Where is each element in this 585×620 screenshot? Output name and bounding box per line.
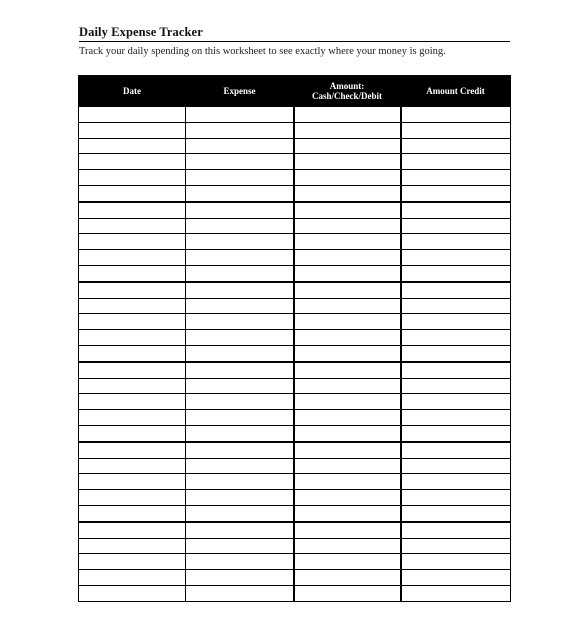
expense-cell[interactable] (186, 202, 294, 218)
table-row (79, 218, 511, 234)
header-amount-sublabel: Cash/Check/Debit (311, 91, 382, 101)
amount-cash-cell[interactable] (294, 202, 401, 218)
expense-cell[interactable] (186, 282, 294, 298)
table-row (79, 122, 511, 138)
expense-cell[interactable] (186, 505, 294, 521)
amount-credit-cell[interactable] (401, 585, 511, 601)
amount-credit-cell[interactable] (401, 538, 511, 554)
amount-credit-cell[interactable] (401, 202, 511, 218)
amount-credit-cell[interactable] (401, 314, 511, 330)
amount-cash-cell[interactable] (294, 330, 401, 346)
amount-credit-cell[interactable] (401, 185, 511, 201)
amount-credit-cell[interactable] (401, 138, 511, 154)
table-row (79, 154, 511, 170)
amount-credit-cell[interactable] (401, 570, 511, 586)
expense-cell[interactable] (186, 234, 294, 250)
expense-cell[interactable] (186, 107, 294, 123)
expense-cell[interactable] (186, 362, 294, 378)
amount-cash-cell[interactable] (294, 585, 401, 601)
amount-cash-cell[interactable] (294, 442, 401, 458)
date-cell[interactable] (79, 394, 186, 410)
expense-cell[interactable] (186, 345, 294, 361)
date-cell[interactable] (79, 314, 186, 330)
amount-cash-cell[interactable] (294, 474, 401, 490)
amount-credit-cell[interactable] (401, 554, 511, 570)
amount-credit-cell[interactable] (401, 362, 511, 378)
date-cell[interactable] (79, 585, 186, 601)
amount-credit-cell[interactable] (401, 425, 511, 441)
table-row (79, 345, 511, 361)
amount-credit-cell[interactable] (401, 298, 511, 314)
header-amount-label: Amount: (329, 81, 365, 91)
date-cell[interactable] (79, 234, 186, 250)
expense-cell[interactable] (186, 394, 294, 410)
table-row (79, 185, 511, 201)
table-row (79, 394, 511, 410)
expense-cell[interactable] (186, 410, 294, 426)
expense-cell[interactable] (186, 154, 294, 170)
amount-cash-cell[interactable] (294, 425, 401, 441)
amount-credit-cell[interactable] (401, 490, 511, 506)
page-subtitle: Track your daily spending on this worksheet to see exactly where your money is going. (79, 46, 446, 57)
amount-cash-cell[interactable] (294, 122, 401, 138)
header-amount-cash (294, 76, 401, 107)
date-cell[interactable] (79, 505, 186, 521)
amount-credit-cell[interactable] (401, 107, 511, 123)
amount-credit-cell[interactable] (401, 378, 511, 394)
amount-credit-cell[interactable] (401, 218, 511, 234)
date-cell[interactable] (79, 378, 186, 394)
table-row (79, 170, 511, 186)
date-cell[interactable] (79, 107, 186, 123)
amount-cash-cell[interactable] (294, 505, 401, 521)
table-row (79, 107, 511, 123)
table-row (79, 585, 511, 601)
table-row (79, 362, 511, 378)
amount-cash-cell[interactable] (294, 490, 401, 506)
expense-cell[interactable] (186, 378, 294, 394)
page-title: Daily Expense Tracker (79, 25, 203, 39)
header-amount-credit-label: Amount Credit (426, 86, 485, 96)
amount-cash-cell[interactable] (294, 185, 401, 201)
header-row (79, 76, 511, 107)
amount-credit-cell[interactable] (401, 474, 511, 490)
table-row (79, 250, 511, 266)
amount-cash-cell[interactable] (294, 107, 401, 123)
header-amount-credit (401, 76, 511, 107)
amount-cash-cell[interactable] (294, 234, 401, 250)
amount-cash-cell[interactable] (294, 378, 401, 394)
date-cell[interactable] (79, 185, 186, 201)
expense-cell[interactable] (186, 474, 294, 490)
amount-cash-cell[interactable] (294, 298, 401, 314)
table-row (79, 138, 511, 154)
header-expense-label: Expense (223, 86, 256, 96)
date-cell[interactable] (79, 138, 186, 154)
date-cell[interactable] (79, 538, 186, 554)
table-row (79, 458, 511, 474)
expense-cell[interactable] (186, 490, 294, 506)
table-row (79, 505, 511, 521)
title-rule (79, 41, 510, 42)
table-row (79, 554, 511, 570)
amount-credit-cell[interactable] (401, 282, 511, 298)
amount-credit-cell[interactable] (401, 265, 511, 281)
expense-cell[interactable] (186, 585, 294, 601)
table-row (79, 538, 511, 554)
amount-credit-cell[interactable] (401, 345, 511, 361)
expense-cell[interactable] (186, 298, 294, 314)
table-row (79, 410, 511, 426)
amount-cash-cell[interactable] (294, 538, 401, 554)
amount-credit-cell[interactable] (401, 522, 511, 538)
header-date (79, 76, 186, 107)
amount-credit-cell[interactable] (401, 154, 511, 170)
date-cell[interactable] (79, 330, 186, 346)
expense-cell[interactable] (186, 218, 294, 234)
expense-cell[interactable] (186, 122, 294, 138)
expense-cell[interactable] (186, 442, 294, 458)
table-row (79, 522, 511, 538)
amount-cash-cell[interactable] (294, 570, 401, 586)
table-row (79, 202, 511, 218)
table-row (79, 570, 511, 586)
table-row (79, 378, 511, 394)
expense-cell[interactable] (186, 314, 294, 330)
date-cell[interactable] (79, 265, 186, 281)
amount-cash-cell[interactable] (294, 394, 401, 410)
amount-cash-cell[interactable] (294, 154, 401, 170)
table-header (79, 76, 511, 107)
expense-cell[interactable] (186, 458, 294, 474)
table-row (79, 298, 511, 314)
date-cell[interactable] (79, 298, 186, 314)
amount-credit-cell[interactable] (401, 122, 511, 138)
amount-cash-cell[interactable] (294, 554, 401, 570)
date-cell[interactable] (79, 282, 186, 298)
amount-cash-cell[interactable] (294, 138, 401, 154)
amount-credit-cell[interactable] (401, 505, 511, 521)
amount-cash-cell[interactable] (294, 250, 401, 266)
table-body (79, 107, 511, 602)
date-cell[interactable] (79, 154, 186, 170)
expense-cell[interactable] (186, 170, 294, 186)
date-cell[interactable] (79, 554, 186, 570)
amount-cash-cell[interactable] (294, 265, 401, 281)
amount-credit-cell[interactable] (401, 458, 511, 474)
date-cell[interactable] (79, 250, 186, 266)
amount-credit-cell[interactable] (401, 250, 511, 266)
date-cell[interactable] (79, 425, 186, 441)
amount-credit-cell[interactable] (401, 410, 511, 426)
amount-cash-cell[interactable] (294, 218, 401, 234)
expense-cell[interactable] (186, 330, 294, 346)
expense-cell[interactable] (186, 138, 294, 154)
table-row (79, 330, 511, 346)
amount-cash-cell[interactable] (294, 522, 401, 538)
expense-table (78, 75, 511, 602)
date-cell[interactable] (79, 458, 186, 474)
amount-cash-cell[interactable] (294, 282, 401, 298)
table-row (79, 490, 511, 506)
amount-cash-cell[interactable] (294, 458, 401, 474)
expense-cell[interactable] (186, 554, 294, 570)
table-row (79, 314, 511, 330)
date-cell[interactable] (79, 362, 186, 378)
expense-cell[interactable] (186, 570, 294, 586)
amount-credit-cell[interactable] (401, 442, 511, 458)
date-cell[interactable] (79, 490, 186, 506)
table-row (79, 234, 511, 250)
amount-credit-cell[interactable] (401, 170, 511, 186)
header-date-label: Date (123, 86, 141, 96)
amount-credit-cell[interactable] (401, 394, 511, 410)
table-row (79, 474, 511, 490)
expense-cell[interactable] (186, 522, 294, 538)
date-cell[interactable] (79, 170, 186, 186)
expense-cell[interactable] (186, 185, 294, 201)
amount-credit-cell[interactable] (401, 234, 511, 250)
date-cell[interactable] (79, 442, 186, 458)
header-expense (186, 76, 294, 107)
amount-cash-cell[interactable] (294, 314, 401, 330)
expense-cell[interactable] (186, 425, 294, 441)
date-cell[interactable] (79, 522, 186, 538)
expense-cell[interactable] (186, 538, 294, 554)
date-cell[interactable] (79, 474, 186, 490)
expense-cell[interactable] (186, 265, 294, 281)
table-row (79, 282, 511, 298)
date-cell[interactable] (79, 570, 186, 586)
table-row (79, 442, 511, 458)
date-cell[interactable] (79, 218, 186, 234)
date-cell[interactable] (79, 345, 186, 361)
date-cell[interactable] (79, 410, 186, 426)
amount-cash-cell[interactable] (294, 345, 401, 361)
amount-cash-cell[interactable] (294, 410, 401, 426)
amount-credit-cell[interactable] (401, 330, 511, 346)
date-cell[interactable] (79, 122, 186, 138)
table-row (79, 265, 511, 281)
amount-cash-cell[interactable] (294, 170, 401, 186)
expense-cell[interactable] (186, 250, 294, 266)
date-cell[interactable] (79, 202, 186, 218)
amount-cash-cell[interactable] (294, 362, 401, 378)
table-row (79, 425, 511, 441)
